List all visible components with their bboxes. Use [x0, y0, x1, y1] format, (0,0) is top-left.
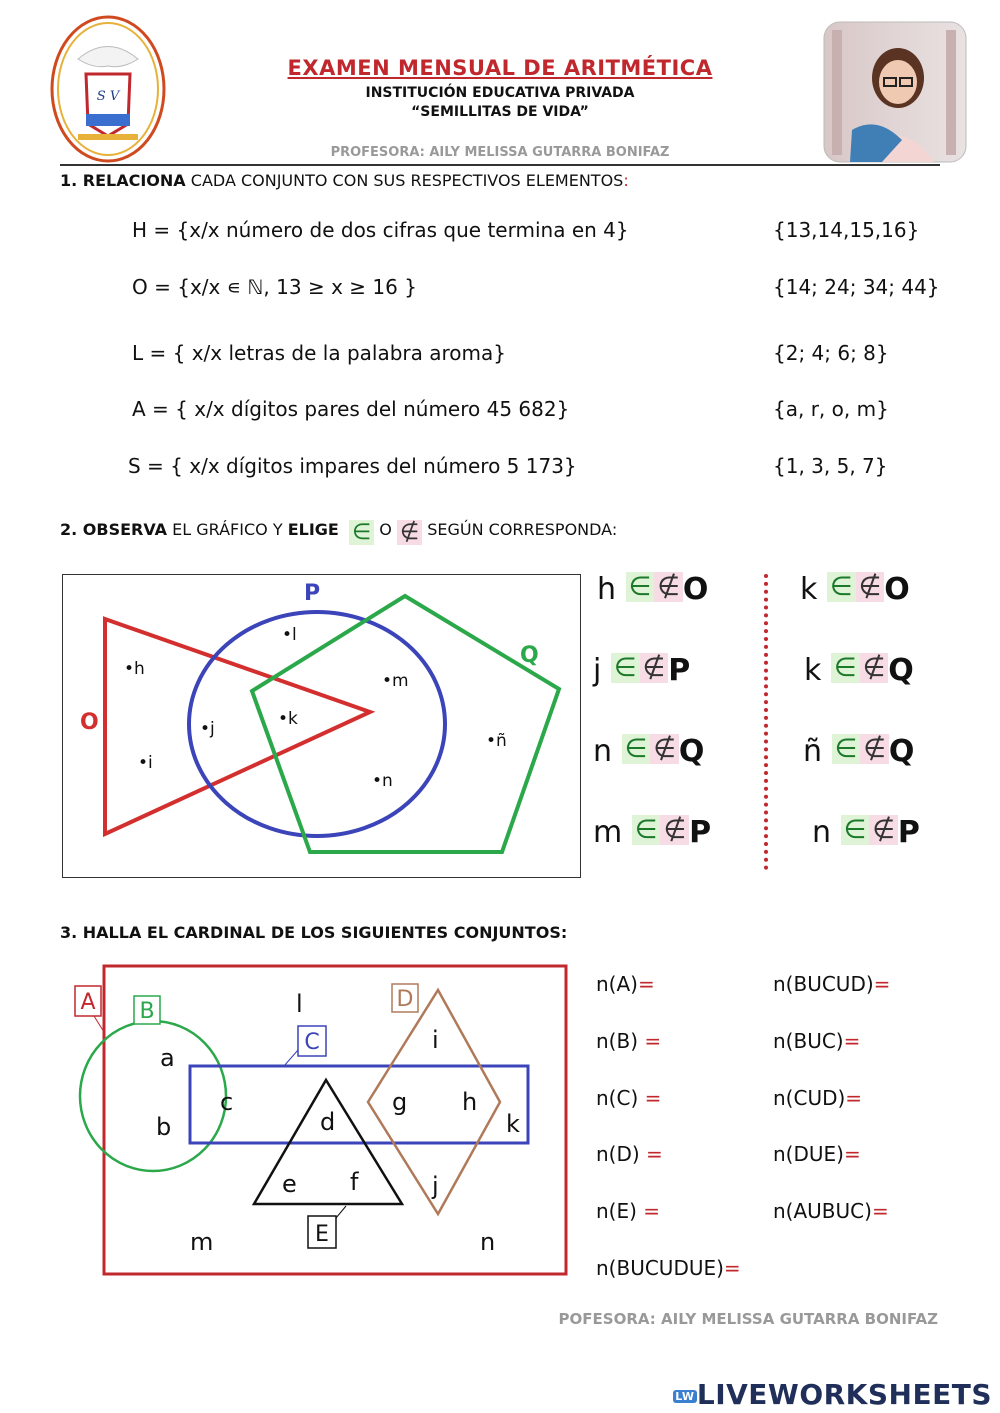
choice-notin[interactable]: ∉: [856, 572, 885, 602]
element-i: i: [432, 1026, 439, 1054]
header-divider: [60, 164, 940, 166]
q2-option-row: h ∈ ∉ O: [597, 572, 709, 607]
rect-set-C: [190, 1066, 528, 1143]
choice-notin[interactable]: ∉: [860, 734, 889, 764]
point-m: •m: [382, 671, 409, 691]
liveworksheets-logo-icon: LW: [673, 1390, 697, 1403]
point-k: •k: [278, 709, 298, 729]
cardinal-item[interactable]: n(BUCUD)=: [773, 972, 891, 996]
school-line2: “SEMILLITAS DE VIDA”: [411, 104, 589, 120]
q2-option-row: n ∈ ∉ Q: [593, 734, 705, 769]
choice-notin[interactable]: ∉: [860, 653, 889, 683]
element-j: j: [432, 1172, 439, 1200]
element-b: b: [156, 1113, 172, 1141]
q1-left-4: A = { x/x dígitos pares del número 45 682}: [132, 397, 570, 421]
choice-notin[interactable]: ∉: [654, 572, 683, 602]
q1-right-4: {a, r, o, m}: [773, 397, 889, 421]
label-D: D: [396, 987, 414, 1012]
q1-left-1: H = {x/x número de dos cifras que termina en 4}: [132, 218, 629, 242]
q2-option-row: k ∈ ∉ O: [800, 572, 910, 607]
column-divider: [764, 574, 768, 870]
cardinal-item[interactable]: n(BUC)=: [773, 1029, 861, 1053]
element-f: f: [350, 1168, 359, 1196]
point-h: •h: [124, 659, 145, 679]
element-d: d: [320, 1108, 336, 1136]
cardinal-item[interactable]: n(A)=: [596, 972, 655, 996]
choice-in[interactable]: ∈: [827, 572, 856, 602]
label-Q: Q: [520, 643, 539, 668]
element-n: n: [480, 1228, 496, 1256]
q3-title: 3. HALLA EL CARDINAL DE LOS SIGUIENTES CONJUNTOS:: [60, 923, 568, 942]
choice-notin[interactable]: ∉: [640, 653, 669, 683]
school-line1: INSTITUCIÓN EDUCATIVA PRIVADA: [365, 85, 635, 101]
q1-left-3: L = { x/x letras de la palabra aroma}: [132, 341, 506, 365]
q2-option-row: j ∈ ∉ P: [593, 653, 691, 688]
q1-title: 1. RELACIONA CADA CONJUNTO CON SUS RESPECTIVOS ELEMENTOS:: [60, 171, 629, 190]
choice-in[interactable]: ∈: [622, 734, 651, 764]
element-h: h: [462, 1088, 478, 1116]
q1-right-2: {14; 24; 34; 44}: [773, 275, 940, 299]
element-g: g: [392, 1088, 408, 1116]
label-P: P: [304, 581, 321, 606]
choice-in[interactable]: ∈: [832, 734, 861, 764]
cardinal-item[interactable]: n(CUD)=: [773, 1086, 863, 1110]
teacher-name: PROFESORA: AILY MELISSA GUTARRA BONIFAZ: [330, 145, 670, 160]
q1-left-2: O = {x/x ∊ ℕ, 13 ≥ x ≥ 16 }: [132, 275, 417, 299]
cardinal-item[interactable]: n(AUBUC)=: [773, 1199, 889, 1223]
q1-right-5: {1, 3, 5, 7}: [773, 454, 888, 478]
label-B: B: [139, 999, 155, 1024]
choice-notin[interactable]: ∉: [869, 815, 898, 845]
logo-text: S V: [96, 89, 120, 104]
point-j: •j: [200, 719, 215, 739]
circle-set-B: [80, 1021, 226, 1171]
element-k: k: [506, 1110, 520, 1138]
point-ñ: •ñ: [486, 731, 507, 751]
label-A: A: [80, 990, 96, 1015]
cardinal-item[interactable]: n(E) =: [596, 1199, 661, 1223]
choice-notin[interactable]: ∉: [650, 734, 679, 764]
cardinal-item[interactable]: n(B) =: [596, 1029, 662, 1053]
choice-notin[interactable]: ∉: [660, 815, 689, 845]
choice-in[interactable]: ∈: [632, 815, 661, 845]
cardinal-item[interactable]: n(DUE)=: [773, 1142, 861, 1166]
label-C: C: [304, 1030, 320, 1055]
q1-right-1: {13,14,15,16}: [773, 218, 920, 242]
cardinal-item[interactable]: n(BUCUDUE)=: [596, 1256, 741, 1280]
q2-option-row: n ∈ ∉ P: [812, 815, 920, 850]
q2-option-row: k ∈ ∉ Q: [804, 653, 914, 688]
element-l: l: [296, 990, 303, 1018]
q2-option-row: m ∈ ∉ P: [593, 815, 712, 850]
point-n: •n: [372, 771, 393, 791]
q2-option-row: ñ ∈ ∉ Q: [803, 734, 915, 769]
sets-diagram-q3: [70, 960, 575, 1282]
label-O: O: [80, 710, 99, 735]
notin-symbol-legend: ∉: [397, 520, 422, 545]
cardinal-item[interactable]: n(D) =: [596, 1142, 663, 1166]
exam-title: EXAMEN MENSUAL DE ARITMÉTICA: [287, 56, 713, 80]
element-e: e: [282, 1170, 297, 1198]
point-l: •l: [282, 625, 297, 645]
choice-in[interactable]: ∈: [626, 572, 655, 602]
liveworksheets-brand[interactable]: LWLIVEWORKSHEETS: [673, 1378, 992, 1411]
choice-in[interactable]: ∈: [841, 815, 870, 845]
element-a: a: [160, 1044, 175, 1072]
in-symbol-legend: ∈: [349, 520, 374, 545]
label-E: E: [315, 1222, 329, 1247]
teacher-illustration: [822, 20, 968, 164]
element-m: m: [190, 1228, 214, 1256]
choice-in[interactable]: ∈: [831, 653, 860, 683]
q2-title: 2. OBSERVA EL GRÁFICO Y ELIGE ∈ O ∉ SEGÚN CORRESPONDA:: [60, 520, 618, 545]
cardinal-item[interactable]: n(C) =: [596, 1086, 662, 1110]
choice-in[interactable]: ∈: [611, 653, 640, 683]
q1-left-5: S = { x/x dígitos impares del número 5 173}: [128, 454, 577, 478]
point-i: •i: [138, 753, 153, 773]
element-c: c: [220, 1088, 234, 1116]
footer-teacher: POFESORA: AILY MELISSA GUTARRA BONIFAZ: [558, 1310, 938, 1328]
q1-right-3: {2; 4; 6; 8}: [773, 341, 889, 365]
sets-diagram-q2: [62, 574, 581, 879]
